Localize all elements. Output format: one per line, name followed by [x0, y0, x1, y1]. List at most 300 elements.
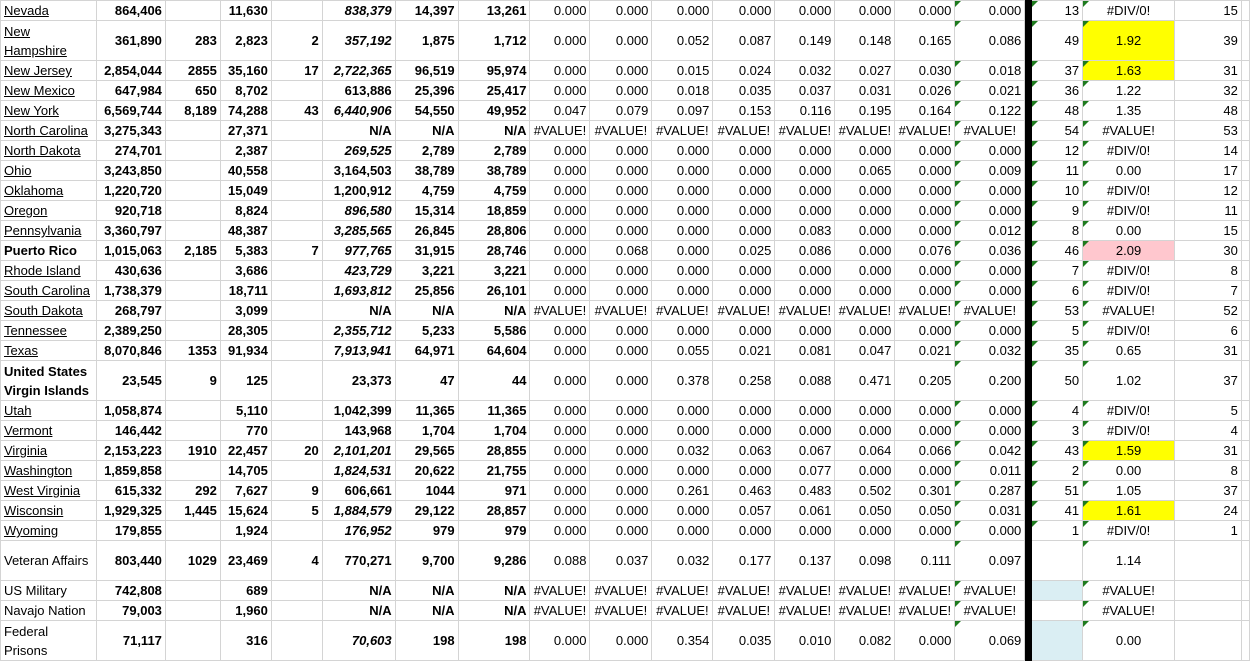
cell-rank-q[interactable]: 46 [1032, 241, 1083, 261]
cell-ratio[interactable]: 0.037 [775, 81, 835, 101]
cell-col-f[interactable]: 1,884,579 [322, 501, 395, 521]
cell-ratio[interactable]: 0.000 [590, 21, 652, 61]
cell-ratio[interactable]: 0.000 [652, 181, 713, 201]
cell-col-f[interactable]: 423,729 [322, 261, 395, 281]
cell-ratio[interactable]: 0.000 [895, 141, 955, 161]
cell-ratio[interactable]: 0.000 [652, 261, 713, 281]
cell-col-f[interactable]: 143,968 [322, 421, 395, 441]
jurisdiction-name[interactable]: New York [4, 103, 59, 118]
cell-ratio[interactable]: 0.000 [590, 1, 652, 21]
cell-rank-s[interactable]: 17 [1175, 161, 1242, 181]
cell-ratio[interactable]: 0.000 [775, 141, 835, 161]
cell-ratio[interactable]: 0.165 [895, 21, 955, 61]
cell-ratio[interactable]: 0.000 [590, 81, 652, 101]
cell-jurisdiction-name[interactable] [1, 421, 97, 441]
cell-rank-q[interactable]: 54 [1032, 121, 1083, 141]
cell-ratio[interactable]: 0.000 [835, 461, 895, 481]
jurisdiction-name[interactable]: New Jersey [4, 63, 72, 78]
cell-ratio[interactable]: 0.098 [835, 541, 895, 581]
cell-empty[interactable] [1241, 101, 1249, 121]
cell-col-h[interactable]: 5,586 [458, 321, 530, 341]
cell-empty[interactable] [1241, 361, 1249, 401]
cell-ratio[interactable]: #VALUE! [835, 301, 895, 321]
cell-ratio-r[interactable]: 1.05 [1083, 481, 1175, 501]
cell-empty[interactable] [1241, 201, 1249, 221]
jurisdiction-name[interactable]: West Virginia [4, 483, 81, 498]
cell-ratio[interactable]: 0.088 [775, 361, 835, 401]
cell-ratio[interactable]: 0.000 [530, 161, 590, 181]
cell-empty[interactable] [1241, 541, 1249, 581]
cell-ratio-r[interactable]: 0.65 [1083, 341, 1175, 361]
cell-col-c[interactable] [165, 301, 220, 321]
jurisdiction-name[interactable]: Pennsylvania [4, 223, 82, 238]
cell-ratio[interactable]: 0.055 [652, 341, 713, 361]
cell-col-f[interactable]: 977,765 [322, 241, 395, 261]
cell-col-e[interactable]: 5 [271, 501, 322, 521]
cell-rank-s[interactable]: 1 [1175, 521, 1242, 541]
cell-col-c[interactable] [165, 621, 220, 661]
cell-col-g[interactable]: 2,789 [395, 141, 458, 161]
cell-rank-s[interactable]: 39 [1175, 21, 1242, 61]
cell-jurisdiction-name[interactable] [1, 161, 97, 181]
cell-ratio[interactable]: 0.027 [835, 61, 895, 81]
cell-empty[interactable] [1241, 281, 1249, 301]
cell-col-f[interactable]: N/A [322, 301, 395, 321]
cell-ratio[interactable]: 0.148 [835, 21, 895, 61]
cell-empty[interactable] [1241, 401, 1249, 421]
cell-ratio[interactable]: 0.000 [590, 221, 652, 241]
cell-ratio[interactable]: #VALUE! [895, 121, 955, 141]
cell-col-c[interactable]: 2,185 [165, 241, 220, 261]
cell-col-e[interactable] [271, 121, 322, 141]
cell-ratio[interactable]: 0.026 [895, 81, 955, 101]
jurisdiction-name[interactable]: Rhode Island [4, 263, 81, 278]
cell-col-b[interactable]: 3,275,343 [96, 121, 165, 141]
cell-col-d[interactable]: 48,387 [220, 221, 271, 241]
cell-ratio[interactable]: 0.032 [955, 341, 1025, 361]
cell-ratio-r[interactable]: 2.09 [1083, 241, 1175, 261]
cell-ratio[interactable]: 0.000 [835, 321, 895, 341]
cell-rank-q[interactable] [1032, 621, 1083, 661]
cell-ratio[interactable]: 0.000 [835, 241, 895, 261]
cell-ratio[interactable]: 0.000 [955, 201, 1025, 221]
cell-ratio[interactable]: #VALUE! [955, 581, 1025, 601]
cell-ratio[interactable]: 0.000 [713, 401, 775, 421]
cell-empty[interactable] [1241, 601, 1249, 621]
cell-ratio[interactable]: 0.000 [713, 521, 775, 541]
cell-col-f[interactable]: 2,101,201 [322, 441, 395, 461]
cell-ratio[interactable]: 0.097 [955, 541, 1025, 581]
cell-col-c[interactable] [165, 421, 220, 441]
cell-jurisdiction-name[interactable] [1, 541, 97, 581]
cell-col-d[interactable]: 1,960 [220, 601, 271, 621]
cell-col-d[interactable]: 15,049 [220, 181, 271, 201]
cell-ratio[interactable]: 0.000 [590, 261, 652, 281]
cell-ratio[interactable]: 0.000 [590, 281, 652, 301]
cell-ratio[interactable]: 0.032 [652, 441, 713, 461]
cell-ratio[interactable]: 0.000 [775, 261, 835, 281]
cell-col-c[interactable]: 283 [165, 21, 220, 61]
cell-ratio-r[interactable]: 1.35 [1083, 101, 1175, 121]
cell-col-d[interactable]: 1,924 [220, 521, 271, 541]
cell-ratio[interactable]: 0.000 [530, 441, 590, 461]
cell-ratio[interactable]: 0.000 [835, 401, 895, 421]
cell-col-h[interactable]: 979 [458, 521, 530, 541]
cell-ratio[interactable]: 0.000 [530, 141, 590, 161]
cell-rank-s[interactable]: 14 [1175, 141, 1242, 161]
cell-ratio[interactable]: 0.000 [652, 241, 713, 261]
cell-col-c[interactable]: 1029 [165, 541, 220, 581]
cell-empty[interactable] [1241, 61, 1249, 81]
cell-ratio[interactable]: 0.000 [835, 1, 895, 21]
cell-ratio[interactable]: 0.000 [895, 401, 955, 421]
cell-ratio[interactable]: 0.086 [775, 241, 835, 261]
cell-col-d[interactable]: 5,110 [220, 401, 271, 421]
cell-rank-s[interactable]: 37 [1175, 361, 1242, 401]
cell-ratio[interactable]: 0.000 [955, 521, 1025, 541]
cell-col-b[interactable]: 1,058,874 [96, 401, 165, 421]
cell-ratio[interactable]: 0.032 [775, 61, 835, 81]
cell-col-d[interactable]: 8,824 [220, 201, 271, 221]
cell-col-h[interactable]: 2,789 [458, 141, 530, 161]
cell-jurisdiction-name[interactable] [1, 321, 97, 341]
cell-jurisdiction-name[interactable] [1, 101, 97, 121]
cell-col-h[interactable]: 26,101 [458, 281, 530, 301]
cell-col-b[interactable]: 742,808 [96, 581, 165, 601]
cell-ratio[interactable]: 0.036 [955, 241, 1025, 261]
cell-col-b[interactable]: 6,569,744 [96, 101, 165, 121]
cell-ratio[interactable]: 0.000 [652, 421, 713, 441]
cell-empty[interactable] [1241, 221, 1249, 241]
cell-ratio-r[interactable]: 0.00 [1083, 461, 1175, 481]
cell-ratio[interactable]: 0.000 [530, 401, 590, 421]
cell-ratio[interactable]: 0.000 [530, 61, 590, 81]
cell-rank-q[interactable]: 7 [1032, 261, 1083, 281]
cell-jurisdiction-name[interactable] [1, 401, 97, 421]
cell-ratio[interactable]: #VALUE! [895, 601, 955, 621]
cell-rank-q[interactable]: 51 [1032, 481, 1083, 501]
cell-empty[interactable] [1241, 621, 1249, 661]
cell-ratio[interactable]: 0.067 [775, 441, 835, 461]
cell-rank-s[interactable]: 31 [1175, 341, 1242, 361]
cell-rank-s[interactable]: 52 [1175, 301, 1242, 321]
cell-ratio[interactable]: #VALUE! [955, 601, 1025, 621]
cell-rank-q[interactable]: 41 [1032, 501, 1083, 521]
cell-col-g[interactable]: 15,314 [395, 201, 458, 221]
cell-ratio-r[interactable]: #DIV/0! [1083, 401, 1175, 421]
cell-col-f[interactable]: 1,042,399 [322, 401, 395, 421]
cell-ratio[interactable]: 0.000 [895, 161, 955, 181]
cell-ratio[interactable]: #VALUE! [775, 601, 835, 621]
cell-ratio[interactable]: 0.301 [895, 481, 955, 501]
cell-ratio[interactable]: 0.000 [775, 401, 835, 421]
cell-ratio[interactable]: #VALUE! [652, 301, 713, 321]
cell-col-h[interactable]: 28,806 [458, 221, 530, 241]
cell-col-b[interactable]: 3,243,850 [96, 161, 165, 181]
cell-ratio[interactable]: 0.000 [895, 421, 955, 441]
cell-col-h[interactable]: 28,855 [458, 441, 530, 461]
cell-col-b[interactable]: 1,859,858 [96, 461, 165, 481]
cell-empty[interactable] [1241, 141, 1249, 161]
cell-ratio[interactable]: 0.000 [955, 261, 1025, 281]
cell-col-f[interactable]: 1,200,912 [322, 181, 395, 201]
cell-jurisdiction-name[interactable] [1, 241, 97, 261]
cell-col-f[interactable]: N/A [322, 601, 395, 621]
cell-rank-q[interactable]: 8 [1032, 221, 1083, 241]
cell-ratio[interactable]: 0.000 [590, 521, 652, 541]
cell-col-d[interactable]: 91,934 [220, 341, 271, 361]
cell-ratio[interactable]: 0.195 [835, 101, 895, 121]
cell-col-f[interactable]: 2,722,365 [322, 61, 395, 81]
cell-jurisdiction-name[interactable] [1, 81, 97, 101]
cell-ratio[interactable]: 0.010 [775, 621, 835, 661]
cell-ratio[interactable]: 0.000 [590, 141, 652, 161]
cell-col-e[interactable] [271, 201, 322, 221]
cell-ratio[interactable]: 0.000 [713, 221, 775, 241]
cell-ratio[interactable]: 0.000 [835, 141, 895, 161]
cell-ratio[interactable]: #VALUE! [835, 121, 895, 141]
cell-ratio[interactable]: 0.000 [652, 1, 713, 21]
jurisdiction-name[interactable]: Oklahoma [4, 183, 64, 198]
cell-ratio-r[interactable]: #DIV/0! [1083, 421, 1175, 441]
cell-ratio-r[interactable]: #DIV/0! [1083, 521, 1175, 541]
cell-rank-q[interactable]: 37 [1032, 61, 1083, 81]
cell-ratio[interactable]: 0.000 [530, 321, 590, 341]
cell-rank-q[interactable]: 36 [1032, 81, 1083, 101]
cell-rank-q[interactable]: 49 [1032, 21, 1083, 61]
cell-ratio-r[interactable]: 0.00 [1083, 161, 1175, 181]
cell-rank-q[interactable]: 48 [1032, 101, 1083, 121]
cell-ratio-r[interactable]: 1.59 [1083, 441, 1175, 461]
cell-ratio[interactable]: 0.069 [955, 621, 1025, 661]
cell-ratio[interactable]: 0.000 [530, 181, 590, 201]
cell-col-h[interactable]: 25,417 [458, 81, 530, 101]
cell-rank-s[interactable]: 30 [1175, 241, 1242, 261]
cell-col-h[interactable]: 49,952 [458, 101, 530, 121]
cell-ratio[interactable]: 0.000 [652, 161, 713, 181]
cell-ratio[interactable]: 0.000 [530, 421, 590, 441]
jurisdiction-name[interactable]: New Mexico [4, 83, 75, 98]
cell-col-e[interactable] [271, 421, 322, 441]
cell-col-e[interactable]: 43 [271, 101, 322, 121]
cell-jurisdiction-name[interactable] [1, 361, 97, 401]
cell-ratio[interactable]: 0.000 [530, 261, 590, 281]
cell-rank-s[interactable]: 5 [1175, 401, 1242, 421]
cell-col-f[interactable]: 613,886 [322, 81, 395, 101]
cell-col-g[interactable]: 29,122 [395, 501, 458, 521]
cell-col-b[interactable]: 146,442 [96, 421, 165, 441]
cell-empty[interactable] [1241, 81, 1249, 101]
cell-ratio-r[interactable]: #VALUE! [1083, 301, 1175, 321]
jurisdiction-name[interactable]: Tennessee [4, 323, 67, 338]
cell-ratio[interactable]: 0.009 [955, 161, 1025, 181]
cell-col-g[interactable]: N/A [395, 301, 458, 321]
cell-ratio[interactable]: 0.031 [835, 81, 895, 101]
cell-rank-s[interactable]: 15 [1175, 1, 1242, 21]
cell-ratio[interactable]: 0.000 [590, 421, 652, 441]
cell-rank-s[interactable]: 53 [1175, 121, 1242, 141]
cell-col-c[interactable] [165, 1, 220, 21]
cell-col-b[interactable]: 1,929,325 [96, 501, 165, 521]
cell-ratio[interactable]: 0.000 [530, 341, 590, 361]
cell-col-d[interactable]: 27,371 [220, 121, 271, 141]
cell-empty[interactable] [1241, 441, 1249, 461]
cell-ratio[interactable]: 0.000 [530, 461, 590, 481]
cell-col-h[interactable]: 13,261 [458, 1, 530, 21]
cell-ratio-r[interactable]: 0.00 [1083, 221, 1175, 241]
cell-jurisdiction-name[interactable] [1, 301, 97, 321]
cell-ratio[interactable]: 0.000 [530, 481, 590, 501]
cell-col-h[interactable]: 95,974 [458, 61, 530, 81]
cell-ratio[interactable]: 0.000 [775, 201, 835, 221]
cell-ratio[interactable]: 0.065 [835, 161, 895, 181]
cell-ratio[interactable]: #VALUE! [590, 581, 652, 601]
cell-ratio[interactable]: 0.000 [775, 421, 835, 441]
cell-ratio[interactable]: 0.018 [652, 81, 713, 101]
cell-col-e[interactable] [271, 621, 322, 661]
cell-col-d[interactable]: 74,288 [220, 101, 271, 121]
cell-col-g[interactable]: 979 [395, 521, 458, 541]
cell-ratio-r[interactable]: 1.02 [1083, 361, 1175, 401]
cell-jurisdiction-name[interactable] [1, 121, 97, 141]
cell-col-e[interactable] [271, 181, 322, 201]
cell-ratio[interactable]: 0.000 [955, 1, 1025, 21]
cell-col-b[interactable]: 2,153,223 [96, 441, 165, 461]
cell-col-e[interactable] [271, 341, 322, 361]
cell-ratio[interactable]: 0.000 [713, 1, 775, 21]
cell-rank-q[interactable]: 35 [1032, 341, 1083, 361]
cell-empty[interactable] [1241, 241, 1249, 261]
cell-ratio[interactable]: #VALUE! [652, 581, 713, 601]
cell-col-b[interactable]: 3,360,797 [96, 221, 165, 241]
cell-ratio-r[interactable]: 1.92 [1083, 21, 1175, 61]
cell-jurisdiction-name[interactable] [1, 281, 97, 301]
cell-ratio[interactable]: 0.000 [590, 621, 652, 661]
cell-ratio[interactable]: 0.000 [590, 441, 652, 461]
cell-jurisdiction-name[interactable] [1, 441, 97, 461]
cell-rank-s[interactable]: 31 [1175, 61, 1242, 81]
cell-col-f[interactable]: N/A [322, 581, 395, 601]
cell-col-h[interactable]: 44 [458, 361, 530, 401]
cell-jurisdiction-name[interactable] [1, 1, 97, 21]
cell-rank-s[interactable]: 24 [1175, 501, 1242, 521]
cell-col-h[interactable]: 1,712 [458, 21, 530, 61]
cell-col-d[interactable]: 2,387 [220, 141, 271, 161]
cell-ratio[interactable]: 0.177 [713, 541, 775, 581]
cell-col-g[interactable]: 54,550 [395, 101, 458, 121]
cell-jurisdiction-name[interactable] [1, 581, 97, 601]
cell-ratio[interactable]: 0.261 [652, 481, 713, 501]
cell-col-b[interactable]: 430,636 [96, 261, 165, 281]
cell-ratio[interactable]: #VALUE! [775, 121, 835, 141]
cell-col-g[interactable]: 96,519 [395, 61, 458, 81]
cell-ratio[interactable]: 0.000 [955, 401, 1025, 421]
cell-ratio[interactable]: #VALUE! [590, 601, 652, 621]
jurisdiction-name[interactable]: Ohio [4, 163, 32, 178]
cell-col-f[interactable]: 896,580 [322, 201, 395, 221]
cell-ratio-r[interactable]: #DIV/0! [1083, 181, 1175, 201]
cell-ratio[interactable]: 0.000 [895, 261, 955, 281]
jurisdiction-name[interactable]: North Dakota [4, 143, 81, 158]
cell-ratio-r[interactable]: #DIV/0! [1083, 201, 1175, 221]
cell-col-g[interactable]: 25,856 [395, 281, 458, 301]
cell-col-f[interactable]: 70,603 [322, 621, 395, 661]
cell-ratio[interactable]: 0.354 [652, 621, 713, 661]
cell-ratio[interactable]: 0.064 [835, 441, 895, 461]
cell-ratio[interactable]: #VALUE! [835, 581, 895, 601]
cell-col-b[interactable]: 268,797 [96, 301, 165, 321]
cell-rank-s[interactable] [1175, 581, 1242, 601]
jurisdiction-name[interactable]: New Hampshire [4, 23, 67, 58]
cell-ratio[interactable]: 0.000 [713, 161, 775, 181]
cell-col-c[interactable] [165, 321, 220, 341]
cell-col-c[interactable] [165, 281, 220, 301]
cell-ratio[interactable]: 0.000 [955, 421, 1025, 441]
cell-ratio[interactable]: #VALUE! [530, 121, 590, 141]
cell-empty[interactable] [1241, 501, 1249, 521]
cell-ratio[interactable]: 0.000 [590, 341, 652, 361]
cell-ratio[interactable]: 0.149 [775, 21, 835, 61]
jurisdiction-name[interactable]: Utah [4, 403, 32, 418]
cell-col-g[interactable]: 20,622 [395, 461, 458, 481]
cell-ratio[interactable]: 0.000 [895, 221, 955, 241]
cell-rank-q[interactable]: 50 [1032, 361, 1083, 401]
cell-col-f[interactable]: 770,271 [322, 541, 395, 581]
cell-ratio[interactable]: 0.050 [895, 501, 955, 521]
cell-ratio-r[interactable]: #VALUE! [1083, 601, 1175, 621]
cell-rank-s[interactable]: 32 [1175, 81, 1242, 101]
cell-rank-q[interactable]: 3 [1032, 421, 1083, 441]
cell-jurisdiction-name[interactable] [1, 61, 97, 81]
cell-ratio-r[interactable]: #DIV/0! [1083, 321, 1175, 341]
cell-ratio[interactable]: 0.000 [775, 521, 835, 541]
cell-col-h[interactable]: 3,221 [458, 261, 530, 281]
cell-ratio[interactable]: 0.000 [530, 21, 590, 61]
cell-jurisdiction-name[interactable] [1, 521, 97, 541]
cell-col-f[interactable]: 6,440,906 [322, 101, 395, 121]
cell-ratio[interactable]: 0.000 [835, 261, 895, 281]
cell-rank-s[interactable] [1175, 541, 1242, 581]
cell-col-h[interactable]: N/A [458, 601, 530, 621]
cell-ratio-r[interactable]: #DIV/0! [1083, 1, 1175, 21]
cell-col-g[interactable]: 25,396 [395, 81, 458, 101]
cell-rank-s[interactable]: 7 [1175, 281, 1242, 301]
cell-ratio[interactable]: 0.018 [955, 61, 1025, 81]
cell-col-b[interactable]: 2,389,250 [96, 321, 165, 341]
cell-rank-q[interactable]: 10 [1032, 181, 1083, 201]
cell-rank-q[interactable]: 11 [1032, 161, 1083, 181]
cell-col-d[interactable]: 15,624 [220, 501, 271, 521]
cell-col-h[interactable]: 4,759 [458, 181, 530, 201]
cell-col-h[interactable]: 28,857 [458, 501, 530, 521]
cell-ratio[interactable]: 0.000 [955, 141, 1025, 161]
cell-ratio-r[interactable]: 1.63 [1083, 61, 1175, 81]
cell-col-d[interactable]: 40,558 [220, 161, 271, 181]
cell-col-h[interactable]: 64,604 [458, 341, 530, 361]
cell-col-d[interactable]: 14,705 [220, 461, 271, 481]
cell-ratio[interactable]: 0.042 [955, 441, 1025, 461]
cell-ratio[interactable]: 0.035 [713, 621, 775, 661]
cell-col-c[interactable] [165, 221, 220, 241]
cell-ratio[interactable]: #VALUE! [713, 601, 775, 621]
cell-ratio-r[interactable]: 1.22 [1083, 81, 1175, 101]
cell-ratio[interactable]: 0.258 [713, 361, 775, 401]
cell-ratio[interactable]: #VALUE! [713, 121, 775, 141]
cell-col-b[interactable]: 274,701 [96, 141, 165, 161]
cell-ratio[interactable]: 0.000 [590, 501, 652, 521]
cell-col-e[interactable] [271, 321, 322, 341]
cell-ratio[interactable]: #VALUE! [590, 121, 652, 141]
